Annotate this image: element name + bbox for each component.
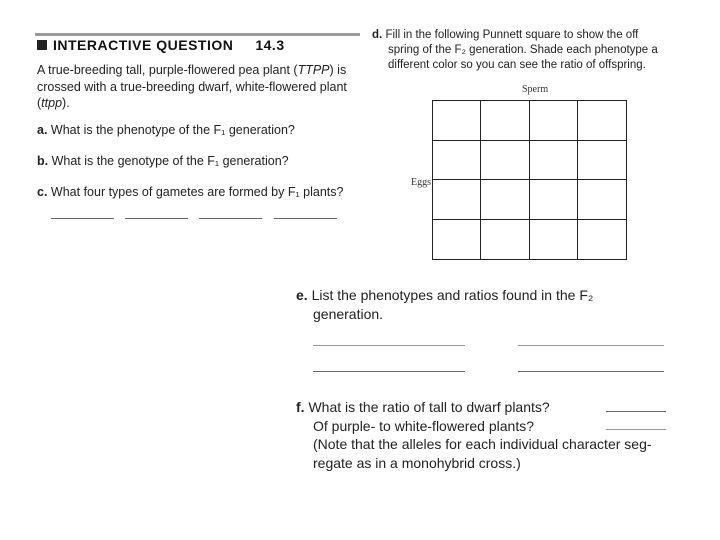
question-c [37,184,343,201]
punnett-square [432,100,627,260]
phenotype-answer-blank-2[interactable] [518,345,664,346]
punnett-cell[interactable] [433,141,481,181]
question-c-letter: c. [37,185,48,199]
punnett-cell[interactable] [578,101,626,141]
punnett-cell[interactable] [578,141,626,181]
punnett-cell[interactable] [433,180,481,220]
intro-genotype-ttpp-upper: TTPP [297,63,330,77]
intro-line-1 [37,62,347,79]
sperm-label: Sperm [522,84,549,95]
header-rule [35,33,360,36]
question-d-line-1-text: Fill in the following Punnett square to show the off [385,29,639,41]
eggs-label: Eggs [411,177,431,188]
question-f [296,398,676,472]
question-c-text: What four types of gametes are formed by F₁ plants? [50,185,344,199]
question-e [296,286,674,323]
phenotype-answer-blank-4[interactable] [518,371,664,372]
intro-line-3 [37,95,347,112]
question-f-line-4: regate as in a monohybrid cross.) [313,454,521,471]
tall-dwarf-ratio-blank[interactable] [606,411,666,412]
question-d-line-3: different color so you can see the ratio of offspring. [388,59,646,71]
question-e-line-2: generation. [313,305,384,322]
intro-line-2: crossed with a true-breeding dwarf, white-flowered plant [37,79,347,94]
question-a [37,122,295,139]
question-d-line-2: spring of the F₂ generation. Shade each phenotype a [388,44,658,56]
punnett-cell[interactable] [578,180,626,220]
question-d-letter: d. [372,29,383,41]
question-header [37,37,285,53]
gamete-answer-blank-1[interactable] [51,218,114,219]
punnett-cell[interactable] [481,220,529,260]
intro-line-1-b: ) is [329,63,347,77]
question-d [372,28,658,73]
question-f-line-2: Of purple- to white-flowered plants? [313,417,534,434]
question-a-letter: a. [37,123,48,137]
question-f-line-1-text: What is the ratio of tall to dwarf plants? [308,399,550,415]
punnett-cell[interactable] [481,180,529,220]
header-title: INTERACTIVE QUESTION [53,37,234,53]
punnett-cell[interactable] [433,101,481,141]
punnett-cell[interactable] [481,101,529,141]
header-number: 14.3 [255,37,285,53]
gamete-answer-blank-2[interactable] [125,218,188,219]
punnett-cell[interactable] [578,220,626,260]
square-bullet-icon [37,40,47,50]
question-b [37,153,289,170]
punnett-cell[interactable] [530,101,578,141]
intro-line-3-b: ). [62,96,70,110]
intro-genotype-ttpp-lower: ttpp [41,96,63,110]
phenotype-answer-blank-1[interactable] [313,345,465,346]
intro-text [37,62,347,112]
gamete-answer-blank-3[interactable] [199,218,262,219]
intro-line-3-a: ( [37,96,42,110]
purple-white-ratio-blank[interactable] [606,429,666,430]
punnett-cell[interactable] [530,220,578,260]
question-f-letter: f. [296,399,305,415]
punnett-cell[interactable] [530,180,578,220]
question-a-text: What is the phenotype of the F₁ generation? [50,123,295,137]
phenotype-answer-blank-3[interactable] [313,371,465,372]
question-e-letter: e. [296,287,308,303]
punnett-cell[interactable] [530,141,578,181]
question-f-line-1 [296,398,676,417]
gamete-answer-blank-4[interactable] [274,218,337,219]
question-f-line-3: (Note that the alleles for each individual character seg- [313,436,652,452]
question-b-text: What is the genotype of the F₁ generation? [51,154,289,168]
punnett-cell[interactable] [481,141,529,181]
punnett-cell[interactable] [433,220,481,260]
question-e-line-1 [296,286,674,305]
question-e-line-1-text: List the phenotypes and ratios found in the F₂ [311,287,594,303]
question-d-line-1 [372,28,658,43]
question-b-letter: b. [37,154,49,168]
intro-line-1-a: A true-breeding tall, purple-flowered pea plant ( [37,63,298,77]
